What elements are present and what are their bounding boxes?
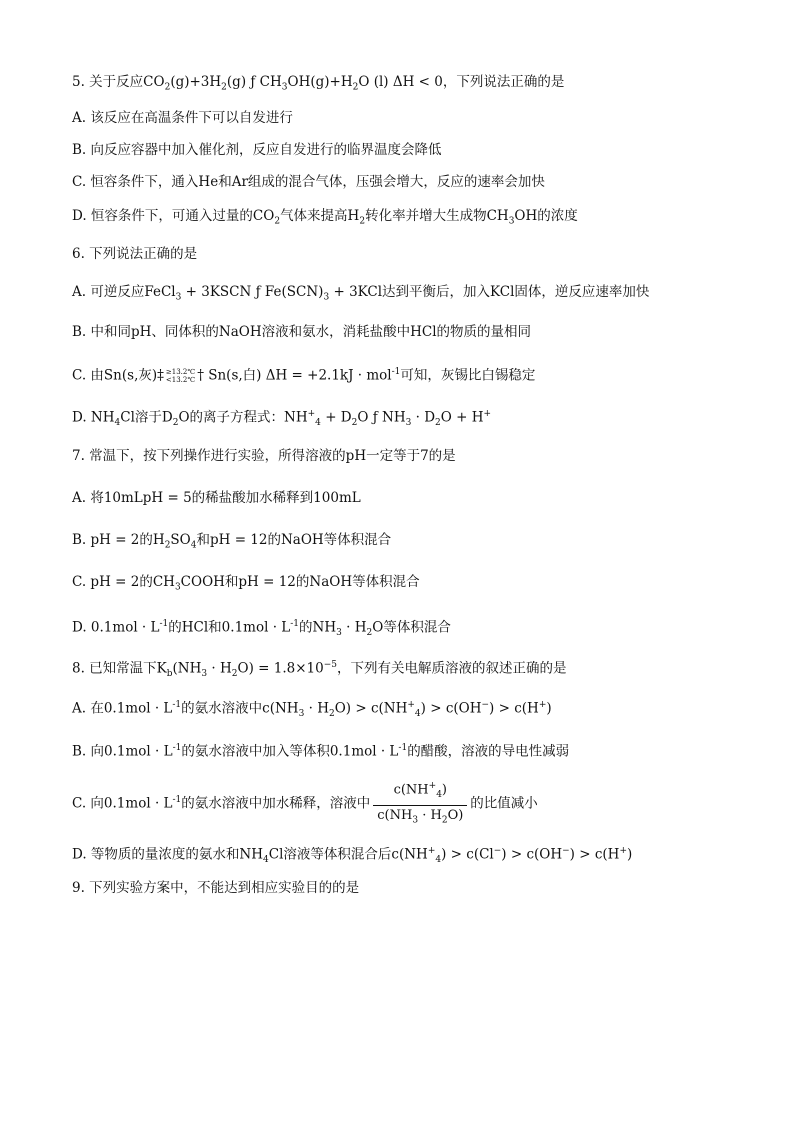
q5-option-c: C. 恒容条件下，通入He和Ar组成的混合气体，压强会增大，反应的速率会加快 (72, 174, 545, 190)
q8-option-b: B. 向$0.1mol \cdot L^{-1}$的氨水溶液中加入等体积$0.1mol \cdot L^{-1}$的醋酸，溶液的导电性减弱 (72, 743, 570, 760)
q6-option-c: C. 由Sn(s,灰)‡ ≥13.2℃ <13.2℃ † Sn(s,白) ΔH = +2.1kJ · mol$^{-1}$可知，灰锡比白锡稳定 (72, 367, 536, 384)
temperature-condition: ≥13.2℃ <13.2℃ (165, 368, 196, 384)
q5-option-b: B. 向反应容器中加入催化剂，反应自发进行的临界温度会降低 (72, 142, 442, 158)
q8-stem: 8. 已知常温下$K_b(NH_3 \cdot H_2O) = 1.8\times 10^{-5}$，下列有关电解质溶液的叙述正确的是 (72, 660, 567, 680)
q6-stem: 6. 下列说法正确的是 (72, 246, 198, 262)
q5-option-a: A. 该反应在高温条件下可以自发进行 (72, 110, 293, 126)
q5-option-d: D. 恒容条件下，可通入过量的$CO_2$气体来提高$H_2$转化率并增大生成物$CH_3OH$的浓度 (72, 208, 578, 227)
q8-option-c: C. 向$0.1mol \cdot L^{-1}$的氨水溶液中加水稀释，溶液中 $\frac{c(NH^+_4)}{c(NH_3 \cdot H_2O)}$ 的比值减小 (72, 778, 754, 822)
q7-option-c: C. pH = 2的$CH_3COOH$和pH = 12的NaOH等体积混合 (72, 574, 420, 593)
q6-option-a: A. 可逆反应FeCl$_3$ + 3KSCN ƒ $Fe(SCN)_3 + 3KCl$达到平衡后，加入KCl固体，逆反应速率加快 (72, 284, 650, 303)
q8-option-a: A. 在$0.1mol \cdot L^{-1}$的氨水溶液中$c(NH_3 \cdot H_2O) > c(NH^+_4) > c(OH^-) > c(H^+)$ (72, 700, 552, 720)
q6-option-d: D. $NH_4Cl$溶于$D_2O$的离子方程式：$NH^+_4 + D_2O$ ƒ $NH_3 \cdot D_2O + H^+$ (72, 409, 492, 429)
q9-stem: 9. 下列实验方案中，不能达到相应实验目的的是 (72, 880, 360, 896)
q7-stem: 7. 常温下，按下列操作进行实验，所得溶液的pH一定等于7的是 (72, 448, 456, 464)
q8-option-d: D. 等物质的量浓度的氨水和$NH_4Cl$溶液等体积混合后$c(NH^+_4) > c(Cl^-) > c(OH^-) > c(H^+)$ (72, 846, 633, 866)
q6-option-b: B. 中和同pH、同体积的NaOH溶液和氨水，消耗盐酸中HCl的物质的量相同 (72, 324, 532, 340)
q7-option-a: A. 将10mLpH = 5的稀盐酸加水稀释到100mL (72, 490, 361, 506)
concentration-ratio-fraction: $\frac{c(NH^+_4)}{c(NH_3 \cdot H_2O)}$ (373, 778, 467, 830)
q5-stem: 5. 关于反应$CO_2(g)+3H_2(g)$ ƒ $CH_3OH(g)+H_2O$ (l) ΔH < 0，下列说法正确的是 (72, 74, 565, 93)
q7-option-d: D. $0.1mol \cdot L^{-1}$的HCl和$0.1mol \cdot L^{-1}$的$NH_3 \cdot H_2O$等体积混合 (72, 619, 451, 639)
q7-option-b: B. pH = 2的$H_2SO_4$和pH = 12的NaOH等体积混合 (72, 532, 392, 551)
